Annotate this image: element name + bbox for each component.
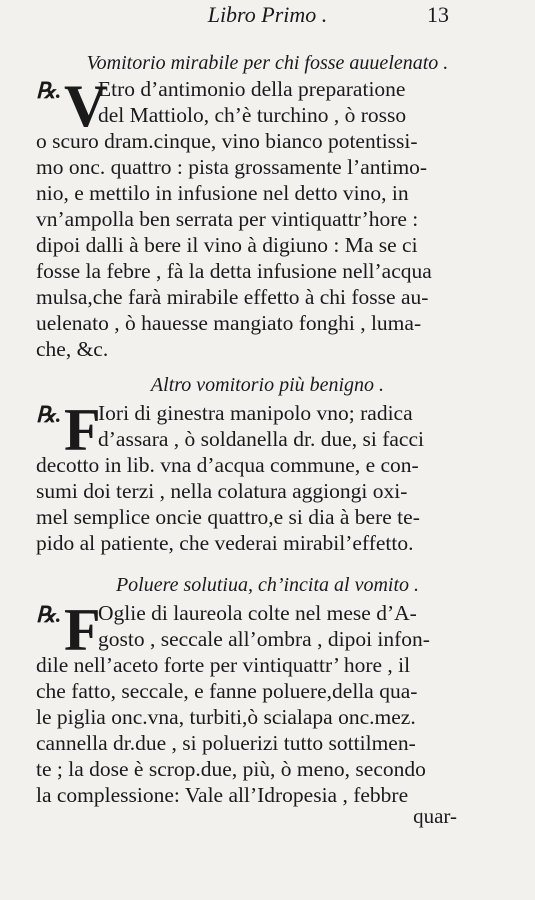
text-line: mo onc. quattro : pista grossamente l’antimo-	[36, 155, 428, 179]
text-line: gosto , seccale all’ombra , dipoi infon-	[98, 627, 430, 651]
text-line: d’assara , ò soldanella dr. due, si facci	[98, 427, 424, 451]
text-line: te ; la dose è scrop.due, più, ò meno, secondo	[36, 757, 426, 781]
text-line: che, &c.	[36, 337, 109, 361]
drop-cap-initial: V	[64, 73, 108, 139]
text-line: nio, e mettilo in infusione nel detto vino, in	[36, 181, 409, 205]
text-line: vn’ampolla ben serrata per vintiquattr’hore :	[36, 207, 419, 231]
text-line: la complessione: Vale all’Idropesia , febbre	[36, 783, 409, 807]
text-line: dipoi dalli à bere il vino à digiuno : Ma se ci	[36, 233, 418, 257]
drop-cap-initial: F	[64, 397, 101, 463]
text-line: o scuro dram.cinque, vino bianco potentissi-	[36, 129, 418, 153]
text-line: dile nell’aceto forte per vintiquattr’ hore , il	[36, 653, 411, 677]
drop-cap-initial: F	[64, 597, 101, 663]
recipe-sign: ℞.	[36, 402, 62, 427]
text-line: uelenato , ò hauesse mangiato fonghi , luma-	[36, 311, 422, 335]
text-line: che fatto, seccale, e fanne poluere,della qua-	[36, 679, 418, 703]
recipe-sign: ℞.	[36, 602, 62, 627]
text-line: le piglia onc.vna, turbiti,ò scialapa onc.mez.	[36, 705, 416, 729]
text-line: Etro d’antimonio della preparatione	[98, 77, 406, 101]
text-line: mel semplice oncie quattro,e si dia à bere te-	[36, 505, 420, 529]
catchword: quar-	[413, 804, 457, 828]
text-line: Oglie di laureola colte nel mese d’A-	[98, 601, 417, 625]
text-line: cannella dr.due , si poluerizi tutto sottilmen-	[36, 731, 416, 755]
running-header: Libro Primo .	[207, 2, 328, 27]
recipe-sign: ℞.	[36, 78, 62, 103]
text-line: pido al patiente, che vederai mirabil’effetto.	[36, 531, 414, 555]
page-number: 13	[427, 2, 449, 27]
text-line: mulsa,che farà mirabile effetto à chi fosse au-	[36, 285, 429, 309]
text-line: decotto in lib. vna d’acqua commune, e con-	[36, 453, 419, 477]
text-line: Iori di ginestra manipolo vno; radica	[98, 401, 413, 425]
text-line: fosse la febre , fà la detta infusione nell’acqua	[36, 259, 432, 283]
section-heading: Altro vomitorio più benigno .	[150, 374, 385, 396]
section-heading: Vomitorio mirabile per chi fosse auuelenato .	[86, 52, 449, 74]
text-line: sumi doi terzi , nella colatura aggiongi oxi-	[36, 479, 408, 503]
section-heading: Poluere solutiua, ch’incita al vomito .	[115, 574, 420, 596]
text-line: del Mattiolo, ch’è turchino , ò rosso	[98, 103, 407, 127]
